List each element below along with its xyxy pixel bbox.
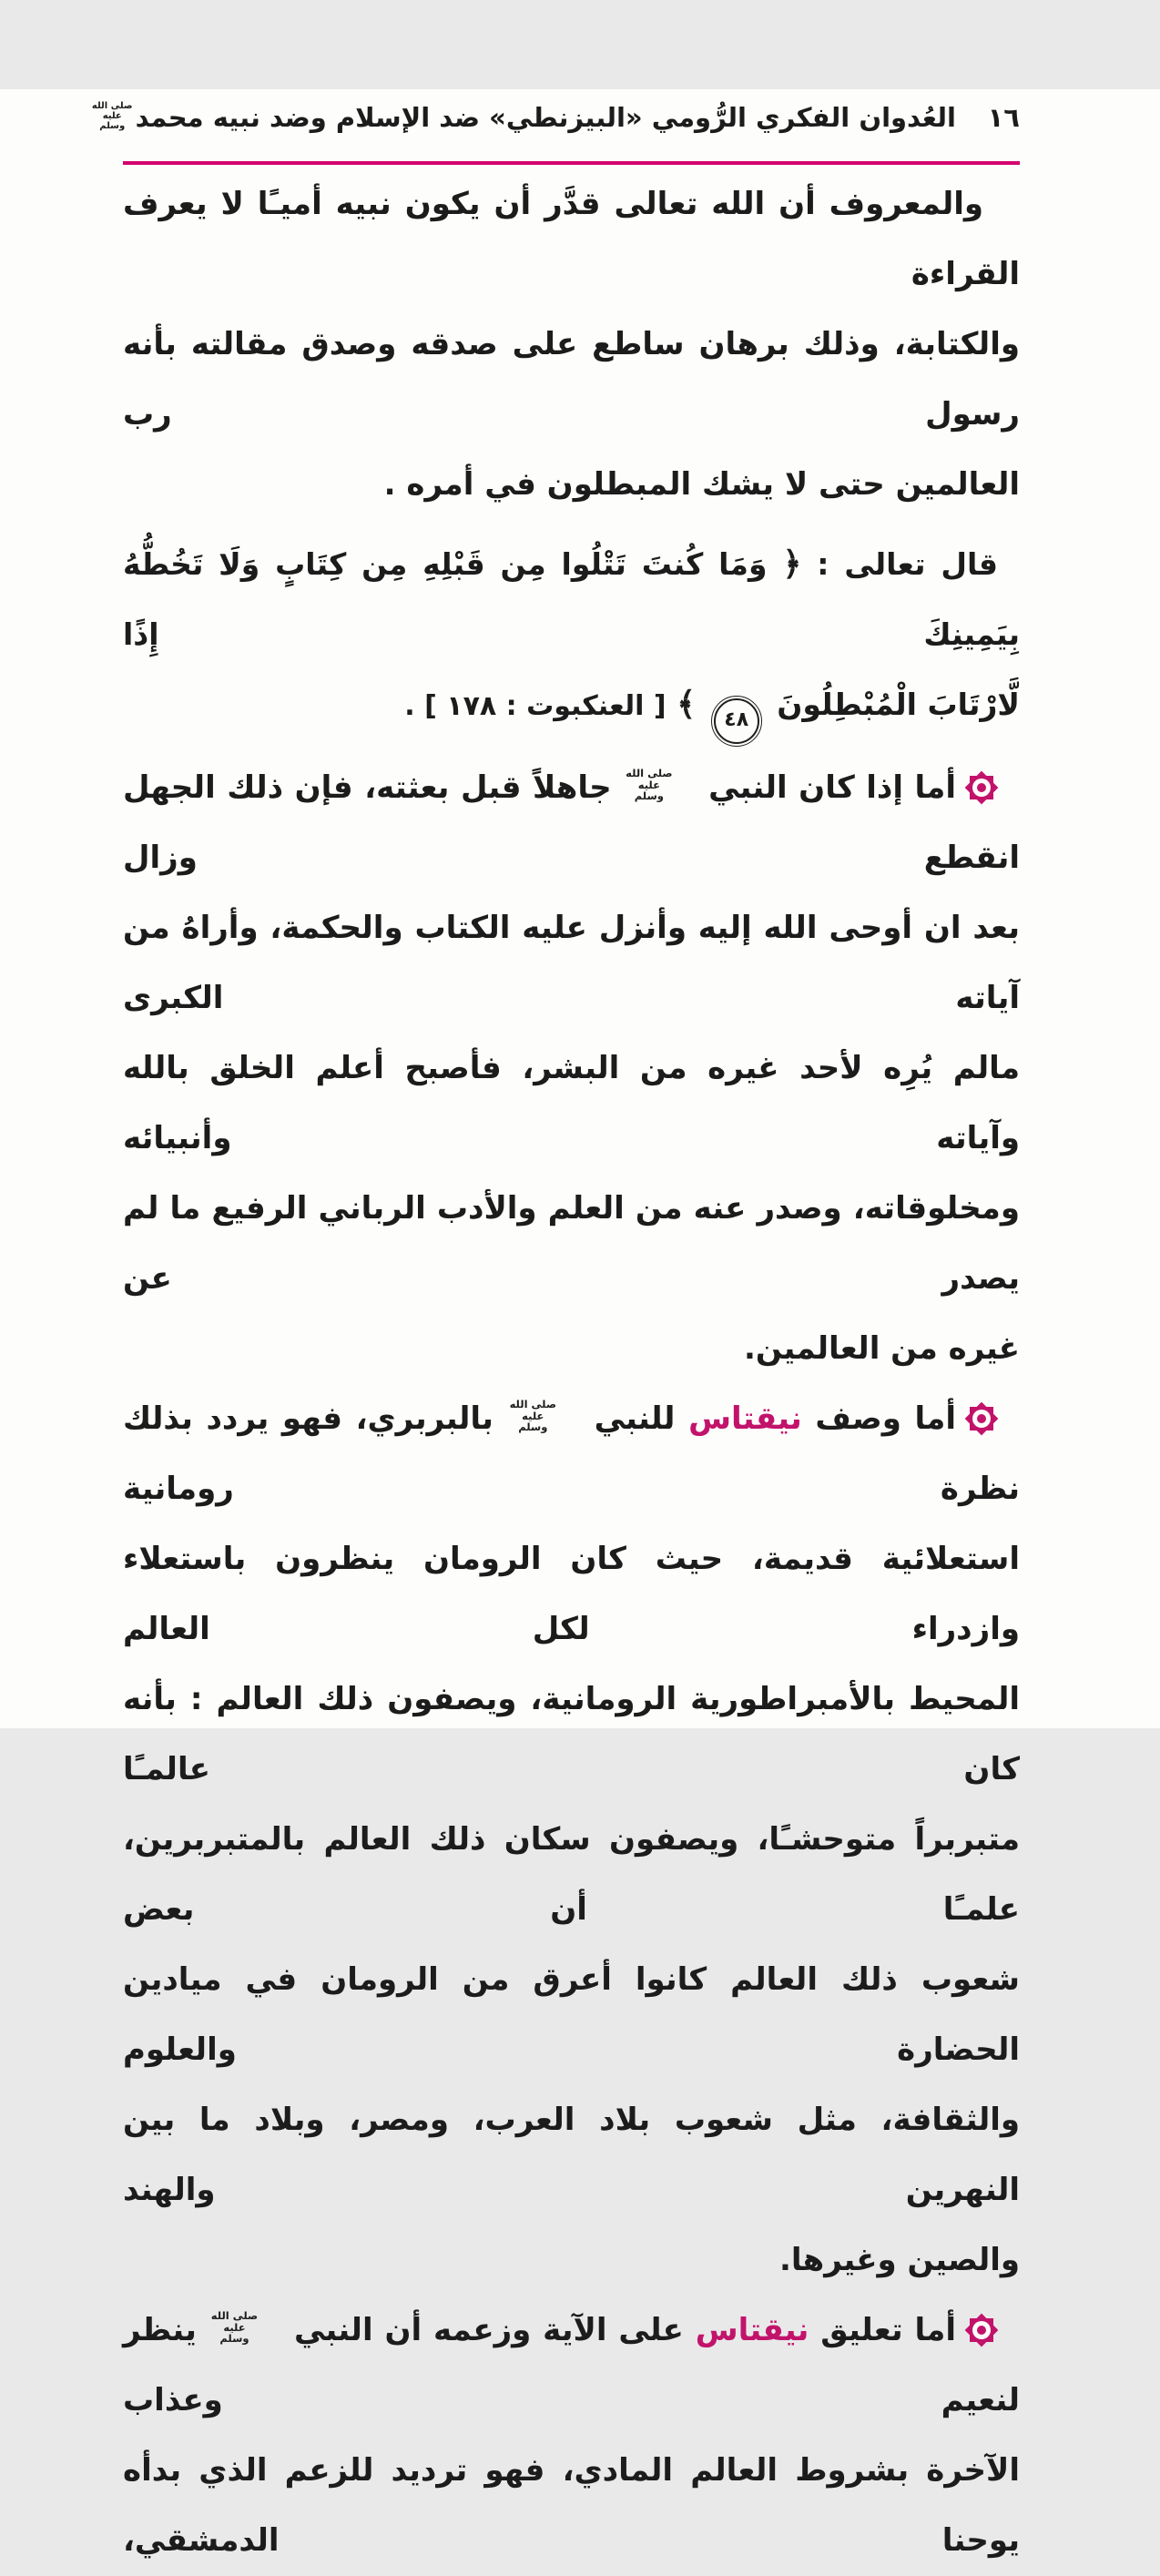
salawat-icon: صلى الله عليه وسلم — [210, 2309, 259, 2346]
salawat-icon: صلى الله عليه وسلم — [509, 1398, 556, 1434]
page-number: ١٦ — [987, 102, 1020, 133]
text-line: والكتابة، وذلك برهان ساطع على صدقه وصدق مقالته بأنه رسول رب — [123, 325, 1020, 433]
text-line: والثقافة، مثل شعوب بلاد العرب، ومصر، وبلاد ما بين النهرين والهند — [123, 2101, 1020, 2208]
star-ornament-icon — [965, 1402, 998, 1435]
text-line: والمعروف أن الله تعالى قدَّر أن يكون نبيه أميـًا لا يعرف القراءة — [123, 185, 1020, 292]
header-rule — [123, 161, 1020, 165]
quran-citation — [123, 529, 1020, 744]
page-body — [123, 169, 1020, 2576]
text-line: أما تعليق نيقتاس على الآية وزعمه أن النبي صلى الله عليه وسلم ينظر لنعيم وعذاب — [123, 2309, 1020, 2418]
text-line: بعد ان أوحى الله إليه وأنزل عليه الكتاب والحكمة، وأراهُ من آياته الكبرى — [123, 909, 1020, 1016]
quran-line-2 — [123, 669, 1020, 744]
verse-text: وَمَا كُنتَ تَتْلُوا مِن قَبْلِهِ مِن كِتَابٍ وَلَا تَخُطُّهُ بِيَمِينِكَ إِذًا — [123, 545, 1020, 652]
verse-text: لَّارْتَابَ الْمُبْطِلُونَ — [777, 686, 1020, 722]
page-header — [91, 89, 1020, 146]
text-line: متبربراً متوحشـًا، ويصفون سكان ذلك العالم بالمتبربرين، علمـًا أن بعض — [123, 1820, 1020, 1928]
highlighted-name: نيقتاس — [688, 1400, 802, 1437]
paragraph-3 — [123, 1384, 1020, 2296]
text-line: مالم يُرِه لأحد غيره من البشر، فأصبح أعلم الخلق بالله وآياته وأنبيائه — [123, 1049, 1020, 1156]
salawat-icon: صلى الله عليه وسلم — [626, 767, 673, 803]
text-line: أما وصف نيقتاس للنبي صلى الله عليه وسلم بالبربري، فهو يردد بذلك نظرة رومانية — [123, 1398, 1020, 1507]
salawat-icon: صلى الله عليه وسلم — [91, 100, 133, 131]
text-line: المحيط بالأمبراطورية الرومانية، ويصفون ذلك العالم : بأنه كان عالمـًا — [123, 1680, 1020, 1787]
running-head-text: العُدوان الفكري الرُّومي «البيزنطي» ضد الإسلام وضد نبيه محمد — [135, 102, 956, 133]
text-line: استعلائية قديمة، حيث كان الرومان ينظرون باستعلاء وازدراء لكل العالم — [123, 1540, 1020, 1647]
paragraph-4 — [123, 2296, 1020, 2576]
quran-line-1 — [123, 529, 1020, 669]
text-line: الآخرة بشروط العالم المادي، فهو ترديد للزعم الذي بدأه يوحنا الدمشقي، — [123, 2451, 1020, 2559]
text-line: العالمين حتى لا يشك المبطلون في أمره . — [383, 465, 1020, 503]
text-line: غيره من العالمين. — [744, 1329, 1020, 1367]
star-ornament-icon — [965, 771, 998, 804]
ornate-close-bracket: ﴾ — [677, 685, 697, 723]
book-page — [0, 89, 1160, 2559]
paragraph-2 — [123, 753, 1020, 1384]
text-line: والصين وغيرها. — [778, 2241, 1020, 2278]
ayah-number-medallion: ٤٨ — [714, 698, 759, 744]
text-line: ومخلوقاته، وصدر عنه من العلم والأدب الرباني الرفيع ما لم يصدر عن — [123, 1189, 1020, 1297]
text-line: أما إذا كان النبي صلى الله عليه وسلم جاهلاً قبل بعثته، فإن ذلك الجهل انقطع وزال — [123, 767, 1020, 876]
highlighted-name: نيقتاس — [695, 2311, 809, 2348]
paragraph-1 — [123, 169, 1020, 520]
text-line: شعوب ذلك العالم كانوا أعرق من الرومان في ميادين الحضارة والعلوم — [123, 1960, 1020, 2068]
quran-intro: قال تعالى : — [817, 545, 999, 582]
star-ornament-icon — [965, 2314, 998, 2347]
running-head-title — [91, 89, 956, 146]
surah-reference: [ العنكبوت : ١٧٨ ] . — [404, 689, 666, 722]
ornate-open-bracket: ﴿ — [782, 545, 802, 583]
